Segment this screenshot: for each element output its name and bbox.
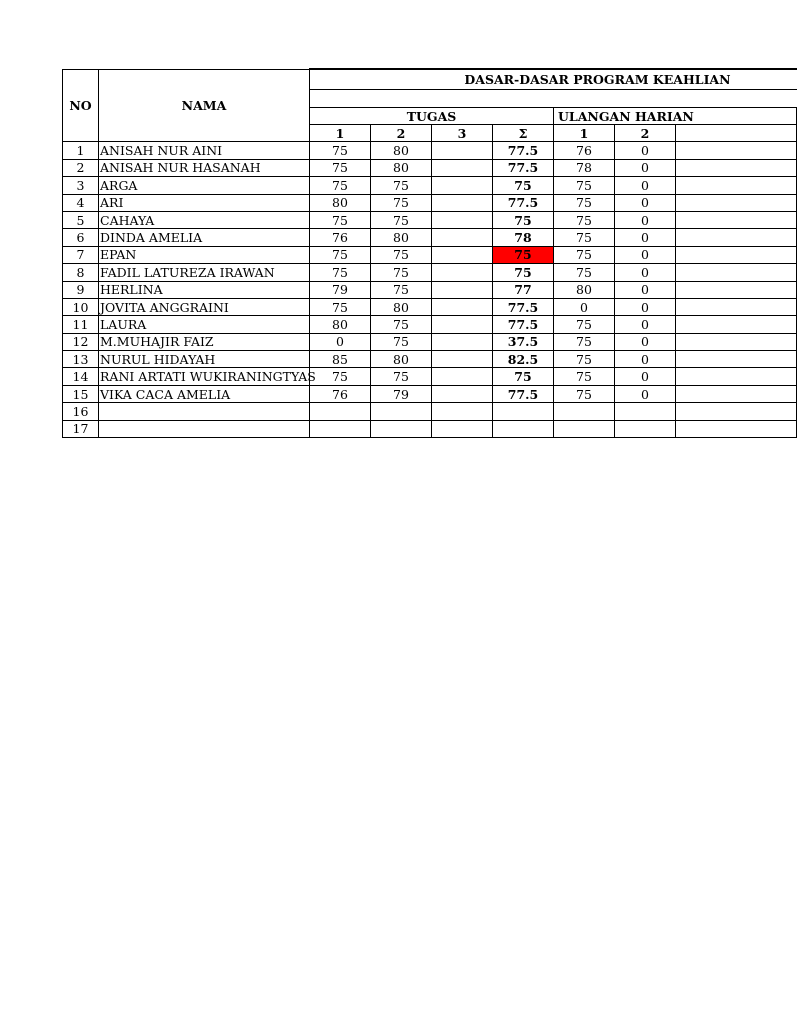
- tugas-sum-cell[interactable]: 75: [493, 211, 554, 228]
- ulangan-3-cell[interactable]: [676, 194, 797, 211]
- ulangan-2-cell[interactable]: [615, 420, 676, 437]
- tugas-1-cell[interactable]: [310, 420, 371, 437]
- tugas-2-cell[interactable]: 80: [371, 351, 432, 368]
- tugas-sum-cell[interactable]: [493, 420, 554, 437]
- row-number-cell[interactable]: 14: [63, 368, 99, 385]
- tugas-3-cell[interactable]: [432, 159, 493, 176]
- ulangan-2-cell[interactable]: 0: [615, 281, 676, 298]
- tugas-2-cell[interactable]: [371, 420, 432, 437]
- ulangan-3-cell[interactable]: [676, 316, 797, 333]
- table-row: [63, 333, 797, 350]
- tugas-sum-cell[interactable]: 77.5: [493, 385, 554, 402]
- tugas-1-cell[interactable]: [310, 403, 371, 420]
- tugas-1-cell[interactable]: 75: [310, 368, 371, 385]
- tugas-3-cell[interactable]: [432, 298, 493, 315]
- tugas-3-cell[interactable]: [432, 368, 493, 385]
- row-number-cell[interactable]: 11: [63, 316, 99, 333]
- student-rows: [63, 142, 797, 438]
- ulangan-col-1: 1: [554, 125, 615, 142]
- tugas-sum-cell[interactable]: 77.5: [493, 194, 554, 211]
- tugas-3-cell[interactable]: [432, 211, 493, 228]
- ulangan-3-cell[interactable]: [676, 281, 797, 298]
- table-row: [63, 264, 797, 281]
- table-row: [63, 194, 797, 211]
- table-row: [63, 281, 797, 298]
- ulangan-col-3: [676, 125, 797, 142]
- ulangan-2-cell[interactable]: 0: [615, 264, 676, 281]
- tugas-sum-cell[interactable]: [493, 403, 554, 420]
- header-row-title: [63, 69, 797, 90]
- ulangan-1-cell[interactable]: 75: [554, 351, 615, 368]
- tugas-1-cell[interactable]: 75: [310, 177, 371, 194]
- student-name-cell[interactable]: HERLINA: [99, 281, 310, 298]
- ulangan-3-cell[interactable]: [676, 351, 797, 368]
- tugas-sum-cell[interactable]: 77.5: [493, 298, 554, 315]
- table-row: [63, 403, 797, 420]
- student-name-cell[interactable]: NURUL HIDAYAH: [99, 351, 310, 368]
- tugas-1-cell[interactable]: 75: [310, 298, 371, 315]
- table-row: [63, 159, 797, 176]
- tugas-3-cell[interactable]: [432, 194, 493, 211]
- tugas-1-cell[interactable]: 79: [310, 281, 371, 298]
- ulangan-1-cell[interactable]: [554, 403, 615, 420]
- tugas-1-cell[interactable]: 75: [310, 142, 371, 159]
- tugas-sum-cell[interactable]: 77.5: [493, 316, 554, 333]
- ulangan-3-cell[interactable]: [676, 420, 797, 437]
- ulangan-1-cell[interactable]: 75: [554, 333, 615, 350]
- row-number-cell[interactable]: 8: [63, 264, 99, 281]
- subject-title-text: DASAR-DASAR PROGRAM KEAHLIAN: [464, 72, 731, 87]
- ulangan-2-cell[interactable]: 0: [615, 229, 676, 246]
- student-name-cell[interactable]: FADIL LATUREZA IRAWAN: [99, 264, 310, 281]
- ulangan-group-header: ULANGAN HARIAN: [554, 108, 797, 125]
- tugas-3-cell[interactable]: [432, 281, 493, 298]
- tugas-1-cell[interactable]: 75: [310, 159, 371, 176]
- tugas-group-header: TUGAS: [310, 108, 554, 125]
- ulangan-2-cell[interactable]: 0: [615, 385, 676, 402]
- tugas-sum-cell[interactable]: 77.5: [493, 159, 554, 176]
- tugas-sum-cell[interactable]: 75: [493, 246, 554, 263]
- student-name-cell[interactable]: ANISAH NUR HASANAH: [99, 159, 310, 176]
- ulangan-1-cell[interactable]: 75: [554, 385, 615, 402]
- ulangan-1-cell[interactable]: 80: [554, 281, 615, 298]
- ulangan-3-cell[interactable]: [676, 177, 797, 194]
- table-row: [63, 351, 797, 368]
- ulangan-2-cell[interactable]: 0: [615, 368, 676, 385]
- ulangan-1-cell[interactable]: 75: [554, 211, 615, 228]
- student-name-cell[interactable]: ARI: [99, 194, 310, 211]
- student-name-cell[interactable]: DINDA AMELIA: [99, 229, 310, 246]
- ulangan-2-cell[interactable]: 0: [615, 316, 676, 333]
- tugas-1-cell[interactable]: 76: [310, 385, 371, 402]
- ulangan-2-cell[interactable]: 0: [615, 351, 676, 368]
- ulangan-2-cell[interactable]: 0: [615, 177, 676, 194]
- ulangan-3-cell[interactable]: [676, 246, 797, 263]
- tugas-sum-cell[interactable]: 75: [493, 177, 554, 194]
- student-name-cell[interactable]: ANISAH NUR AINI: [99, 142, 310, 159]
- student-name-cell[interactable]: JOVITA ANGGRAINI: [99, 298, 310, 315]
- ulangan-1-cell[interactable]: 75: [554, 368, 615, 385]
- tugas-1-cell[interactable]: 80: [310, 316, 371, 333]
- tugas-2-cell[interactable]: 80: [371, 298, 432, 315]
- student-name-cell[interactable]: M.MUHAJIR FAIZ: [99, 333, 310, 350]
- table-row: [63, 142, 797, 159]
- table-row: [63, 385, 797, 402]
- ulangan-3-cell[interactable]: [676, 403, 797, 420]
- subject-title: [310, 69, 797, 90]
- ulangan-3-cell[interactable]: [676, 264, 797, 281]
- tugas-1-cell[interactable]: 0: [310, 333, 371, 350]
- no-header: NO: [63, 69, 99, 142]
- ulangan-1-cell[interactable]: 75: [554, 316, 615, 333]
- tugas-3-cell[interactable]: [432, 177, 493, 194]
- tugas-3-cell[interactable]: [432, 403, 493, 420]
- tugas-sum-cell[interactable]: 75: [493, 368, 554, 385]
- row-number-cell[interactable]: 1: [63, 142, 99, 159]
- student-name-cell[interactable]: ARGA: [99, 177, 310, 194]
- ulangan-2-cell[interactable]: 0: [615, 159, 676, 176]
- ulangan-1-cell[interactable]: 75: [554, 177, 615, 194]
- ulangan-1-cell[interactable]: 76: [554, 142, 615, 159]
- tugas-1-cell[interactable]: 75: [310, 264, 371, 281]
- tugas-2-cell[interactable]: 75: [371, 316, 432, 333]
- student-name-cell[interactable]: CAHAYA: [99, 211, 310, 228]
- ulangan-2-cell[interactable]: 0: [615, 211, 676, 228]
- ulangan-3-cell[interactable]: [676, 298, 797, 315]
- tugas-2-cell[interactable]: 80: [371, 159, 432, 176]
- table-row: [63, 177, 797, 194]
- tugas-col-sum: Σ: [493, 125, 554, 142]
- tugas-3-cell[interactable]: [432, 351, 493, 368]
- ulangan-1-cell[interactable]: 75: [554, 229, 615, 246]
- tugas-3-cell[interactable]: [432, 142, 493, 159]
- student-name-cell[interactable]: [99, 420, 310, 437]
- row-number-cell[interactable]: 5: [63, 211, 99, 228]
- row-number-cell[interactable]: 7: [63, 246, 99, 263]
- student-name-cell[interactable]: [99, 403, 310, 420]
- grade-spreadsheet: [62, 68, 731, 445]
- tugas-2-cell[interactable]: 75: [371, 194, 432, 211]
- student-name-cell[interactable]: RANI ARTATI WUKIRANINGTYAS: [100, 369, 316, 385]
- tugas-3-cell[interactable]: [432, 264, 493, 281]
- tugas-3-cell[interactable]: [432, 385, 493, 402]
- ulangan-1-cell[interactable]: 78: [554, 159, 615, 176]
- tugas-2-cell[interactable]: 75: [371, 246, 432, 263]
- ulangan-2-cell[interactable]: 0: [615, 246, 676, 263]
- ulangan-col-2: 2: [615, 125, 676, 142]
- tugas-sum-cell[interactable]: 77.5: [493, 142, 554, 159]
- tugas-2-cell[interactable]: 75: [371, 368, 432, 385]
- header-blank: [310, 90, 797, 108]
- tugas-2-cell[interactable]: [371, 403, 432, 420]
- table-row: [63, 246, 797, 263]
- tugas-1-cell[interactable]: 75: [310, 211, 371, 228]
- ulangan-2-cell[interactable]: 0: [615, 298, 676, 315]
- tugas-3-cell[interactable]: [432, 246, 493, 263]
- table-row: [63, 211, 797, 228]
- tugas-col-2: 2: [371, 125, 432, 142]
- tugas-col-1: 1: [310, 125, 371, 142]
- tugas-3-cell[interactable]: [432, 229, 493, 246]
- tugas-1-cell[interactable]: 76: [310, 229, 371, 246]
- table-row: [63, 229, 797, 246]
- tugas-sum-cell[interactable]: 78: [493, 229, 554, 246]
- ulangan-2-cell[interactable]: 0: [615, 142, 676, 159]
- tugas-3-cell[interactable]: [432, 333, 493, 350]
- tugas-3-cell[interactable]: [432, 420, 493, 437]
- tugas-3-cell[interactable]: [432, 316, 493, 333]
- tugas-2-cell[interactable]: 75: [371, 264, 432, 281]
- nama-header: NAMA: [99, 69, 310, 142]
- table-row: [63, 420, 797, 437]
- row-number-cell[interactable]: 10: [63, 298, 99, 315]
- row-number-cell[interactable]: 2: [63, 159, 99, 176]
- row-number-cell[interactable]: 16: [63, 403, 99, 420]
- student-name-cell[interactable]: LAURA: [99, 316, 310, 333]
- row-number-cell[interactable]: 9: [63, 281, 99, 298]
- ulangan-3-cell[interactable]: [676, 229, 797, 246]
- tugas-sum-cell[interactable]: 75: [493, 264, 554, 281]
- ulangan-3-cell[interactable]: [676, 159, 797, 176]
- tugas-2-cell[interactable]: 75: [371, 281, 432, 298]
- student-name-cell[interactable]: EPAN: [99, 246, 310, 263]
- ulangan-2-cell[interactable]: 0: [615, 333, 676, 350]
- tugas-2-cell[interactable]: 80: [371, 142, 432, 159]
- tugas-2-cell[interactable]: 79: [371, 385, 432, 402]
- ulangan-1-cell[interactable]: 0: [554, 298, 615, 315]
- tugas-2-cell[interactable]: 80: [371, 229, 432, 246]
- ulangan-1-cell[interactable]: 75: [554, 194, 615, 211]
- tugas-2-cell[interactable]: 75: [371, 177, 432, 194]
- tugas-2-cell[interactable]: 75: [371, 333, 432, 350]
- ulangan-3-cell[interactable]: [676, 333, 797, 350]
- row-number-cell[interactable]: 12: [63, 333, 99, 350]
- tugas-sum-cell[interactable]: 82.5: [493, 351, 554, 368]
- ulangan-2-cell[interactable]: 0: [615, 194, 676, 211]
- ulangan-3-cell[interactable]: [676, 385, 797, 402]
- ulangan-1-cell[interactable]: [554, 420, 615, 437]
- row-number-cell[interactable]: 13: [63, 351, 99, 368]
- student-name-cell[interactable]: VIKA CACA AMELIA: [99, 385, 310, 402]
- ulangan-2-cell[interactable]: [615, 403, 676, 420]
- tugas-sum-cell[interactable]: 77: [493, 281, 554, 298]
- row-number-cell[interactable]: 15: [63, 385, 99, 402]
- table-row: [63, 368, 797, 385]
- row-number-cell[interactable]: 3: [63, 177, 99, 194]
- ulangan-3-cell[interactable]: [676, 211, 797, 228]
- grade-table: [62, 68, 797, 438]
- ulangan-3-cell[interactable]: [676, 142, 797, 159]
- tugas-1-cell[interactable]: 85: [310, 351, 371, 368]
- tugas-col-3: 3: [432, 125, 493, 142]
- tugas-sum-cell[interactable]: 37.5: [493, 333, 554, 350]
- ulangan-1-cell[interactable]: 75: [554, 264, 615, 281]
- tugas-1-cell[interactable]: 80: [310, 194, 371, 211]
- table-row: [63, 316, 797, 333]
- ulangan-3-cell[interactable]: [676, 368, 797, 385]
- row-number-cell[interactable]: 17: [63, 420, 99, 437]
- tugas-1-cell[interactable]: 75: [310, 246, 371, 263]
- table-row: [63, 298, 797, 315]
- row-number-cell[interactable]: 4: [63, 194, 99, 211]
- tugas-2-cell[interactable]: 75: [371, 211, 432, 228]
- ulangan-1-cell[interactable]: 75: [554, 246, 615, 263]
- row-number-cell[interactable]: 6: [63, 229, 99, 246]
